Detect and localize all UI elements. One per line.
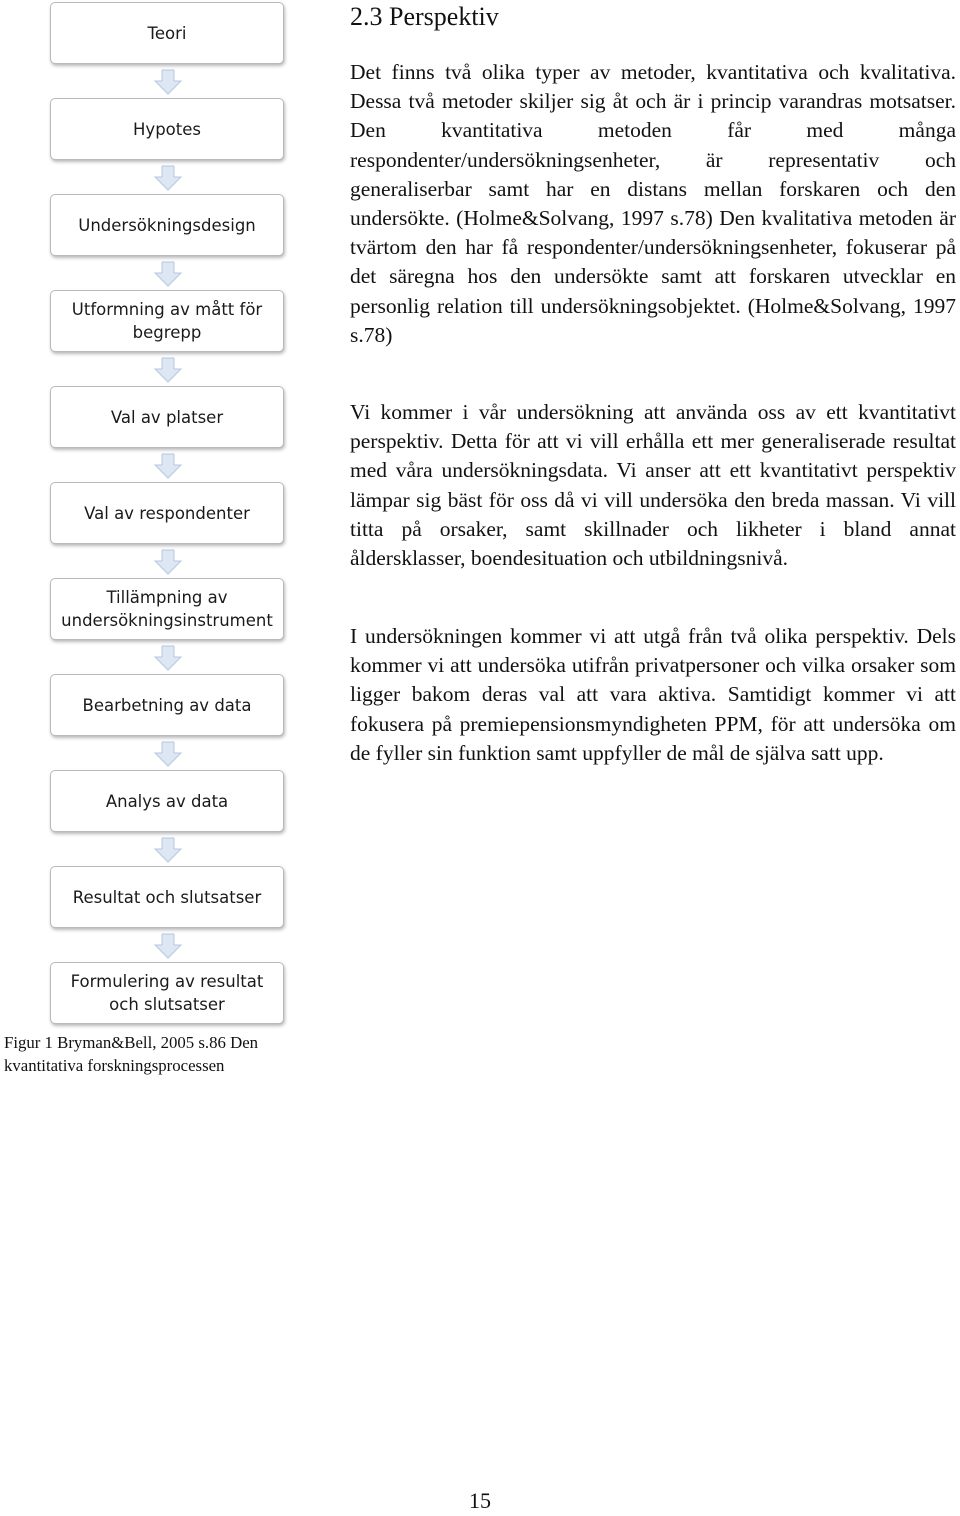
- flow-step-7: [50, 578, 284, 640]
- flow-step-label: begrepp: [132, 323, 202, 342]
- flow-step-11: [50, 962, 284, 1024]
- flow-step-label: Tillämpning av: [106, 588, 228, 607]
- down-arrow-icon: [153, 741, 183, 767]
- down-arrow-icon: [153, 357, 183, 383]
- page-number: 15: [469, 1488, 491, 1513]
- flow-step-10: [50, 866, 284, 928]
- flow-step-8: [50, 674, 284, 736]
- flow-step-label: Formulering av resultat: [70, 972, 264, 991]
- down-arrow-icon: [153, 933, 183, 959]
- paragraph-2: Vi kommer i vår undersökning att använda oss av ett kvantitativt perspektiv. Detta för att vi vill erhålla ett mer generaliserade resultat med våra undersökningsdata. Vi anser att ett kvantitativt perspektiv lämpar sig bäst för oss då vi vill undersöka den breda massan. Vi vill titta på orsaker, samt skillnader och likheter i bland annat åldersklasser, boendesituation och utbildningsnivå.: [350, 400, 956, 571]
- section-heading: 2.3 Perspektiv: [350, 2, 499, 31]
- flow-step-3: [50, 194, 284, 256]
- down-arrow-icon: [153, 837, 183, 863]
- flow-step-1: [50, 2, 284, 64]
- down-arrow-icon: [153, 549, 183, 575]
- paragraph-1: Det finns två olika typer av metoder, kvantitativa och kvalitativa. Dessa två metoder skiljer sig åt och är i princip varandras motsatser. Den kvantitativa metoden får med många respondenter/undersökningsenheter, är representativ och generaliserbar samt har en distans mellan forskaren och den undersökte. (Holme&Solvang, 1997 s.78) Den kvalitativa metoden är tvärtom den har få respondenter/undersökningsenheter, fokuserar på det säregna hos den undersökte samt att forskaren utvecklar en personlig relation till undersökningsobjektet. (Holme&Solvang, 1997 s.78): [350, 60, 956, 347]
- flow-step-label: Val av platser: [110, 407, 224, 427]
- flow-step-4: [50, 290, 284, 352]
- flow-step-label: Undersökningsdesign: [78, 215, 256, 235]
- flow-step-9: [50, 770, 284, 832]
- flow-step-label: Val av respondenter: [84, 503, 250, 523]
- flow-step-label: Analys av data: [105, 791, 229, 811]
- down-arrow-icon: [153, 261, 183, 287]
- paragraph-3: I undersökningen kommer vi att utgå från två olika perspektiv. Dels kommer vi att undersöka utifrån privatpersoner och vilka orsaker som ligger bakom deras val att vara aktiva. Samtidigt kommer vi att fokusera på premiepensionsmyndigheten PPM, för att undersöka om de fyller sin funktion samt uppfyller de mål de själva satt upp.: [350, 624, 956, 765]
- flow-step-6: [50, 482, 284, 544]
- flow-step-label: Hypotes: [133, 119, 201, 139]
- down-arrow-icon: [153, 645, 183, 671]
- down-arrow-icon: [153, 165, 183, 191]
- flow-step-label: Bearbetning av data: [82, 695, 252, 715]
- flow-step-label: Teori: [147, 23, 187, 43]
- flow-step-2: [50, 98, 284, 160]
- figure-caption: Figur 1 Bryman&Bell, 2005 s.86 Den kvantitativa forskningsprocessen: [4, 1033, 259, 1075]
- down-arrow-icon: [153, 69, 183, 95]
- flow-step-label: Resultat och slutsatser: [72, 887, 262, 907]
- flow-step-5: [50, 386, 284, 448]
- flow-step-label: Utformning av mått för: [71, 300, 263, 319]
- flow-step-label: och slutsatser: [109, 995, 225, 1014]
- flow-step-label: undersökningsinstrument: [61, 611, 273, 630]
- down-arrow-icon: [153, 453, 183, 479]
